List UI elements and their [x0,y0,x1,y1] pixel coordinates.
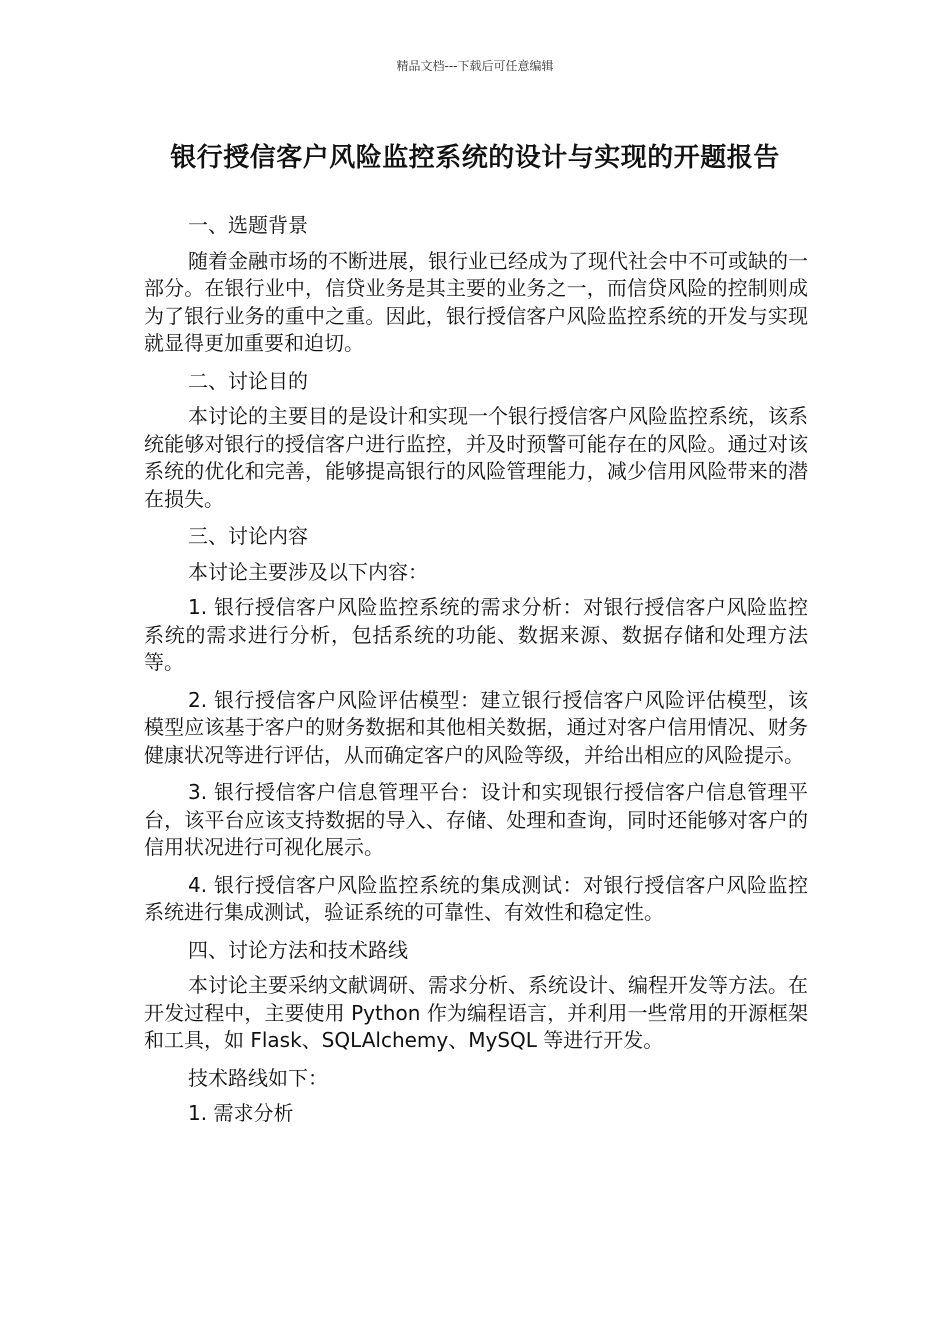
section-heading-content: 三、讨论内容 [188,524,308,548]
route-item-1: 1. 需求分析 [188,1101,294,1125]
content-item-3: 3. 银行授信客户信息管理平台：设计和实现银行授信客户信息管理平台，该平台应该支持数据的导入、存储、处理和查询，同时还能够对客户的信用状况进行可视化展示。 [144,780,808,859]
content-item-4: 4. 银行授信客户风险监控系统的集成测试：对银行授信客户风险监控系统进行集成测试，验证系统的可靠性、有效性和稳定性。 [144,872,808,924]
paragraph-route-intro: 技术路线如下： [188,1065,328,1090]
section-heading-purpose: 二、讨论目的 [188,368,308,393]
section-heading-background: 一、选题背景 [188,213,308,237]
document-body [144,212,808,1136]
content-item-1: 1. 银行授信客户风险监控系统的需求分析：对银行授信客户风险监控系统的需求进行分析，包括系统的功能、数据来源、数据存储和处理方法等。 [144,595,808,674]
paragraph-content-intro: 本讨论主要涉及以下内容： [188,559,428,584]
paragraph-method: 本讨论主要采纳文献调研、需求分析、系统设计、编程开发等方法。在开发过程中，主要使用 Python 作为编程语言，并利用一些常用的开源框架和工具，如 Flask、SQLAlchemy、MySQL 等进行开发。 [144,973,808,1052]
paragraph-purpose: 本讨论的主要目的是设计和实现一个银行授信客户风险监控系统，该系统能够对银行的授信客户进行监控，并及时预警可能存在的风险。通过对该系统的优化和完善，能够提高银行的风险管理能力，减少信用风险带来的潜在损失。 [144,404,808,511]
content-item-2: 2. 银行授信客户风险评估模型：建立银行授信客户风险评估模型，该模型应该基于客户的财务数据和其他相关数据，通过对客户信用情况、财务健康状况等进行评估，从而确定客户的风险等级，并给出相应的风险提示。 [144,687,808,767]
document-title: 银行授信客户风险监控系统的设计与实现的开题报告 [170,143,780,173]
page-header-note: 精品文档---下载后可任意编辑 [396,59,554,73]
section-heading-method: 四、讨论方法和技术路线 [188,937,408,962]
paragraph-background: 随着金融市场的不断进展，银行业已经成为了现代社会中不可或缺的一部分。在银行业中，信贷业务是其主要的业务之一，而信贷风险的控制则成为了银行业务的重中之重。因此，银行授信客户风险监控系统的开发与实现就显得更加重要和迫切。 [144,248,808,355]
